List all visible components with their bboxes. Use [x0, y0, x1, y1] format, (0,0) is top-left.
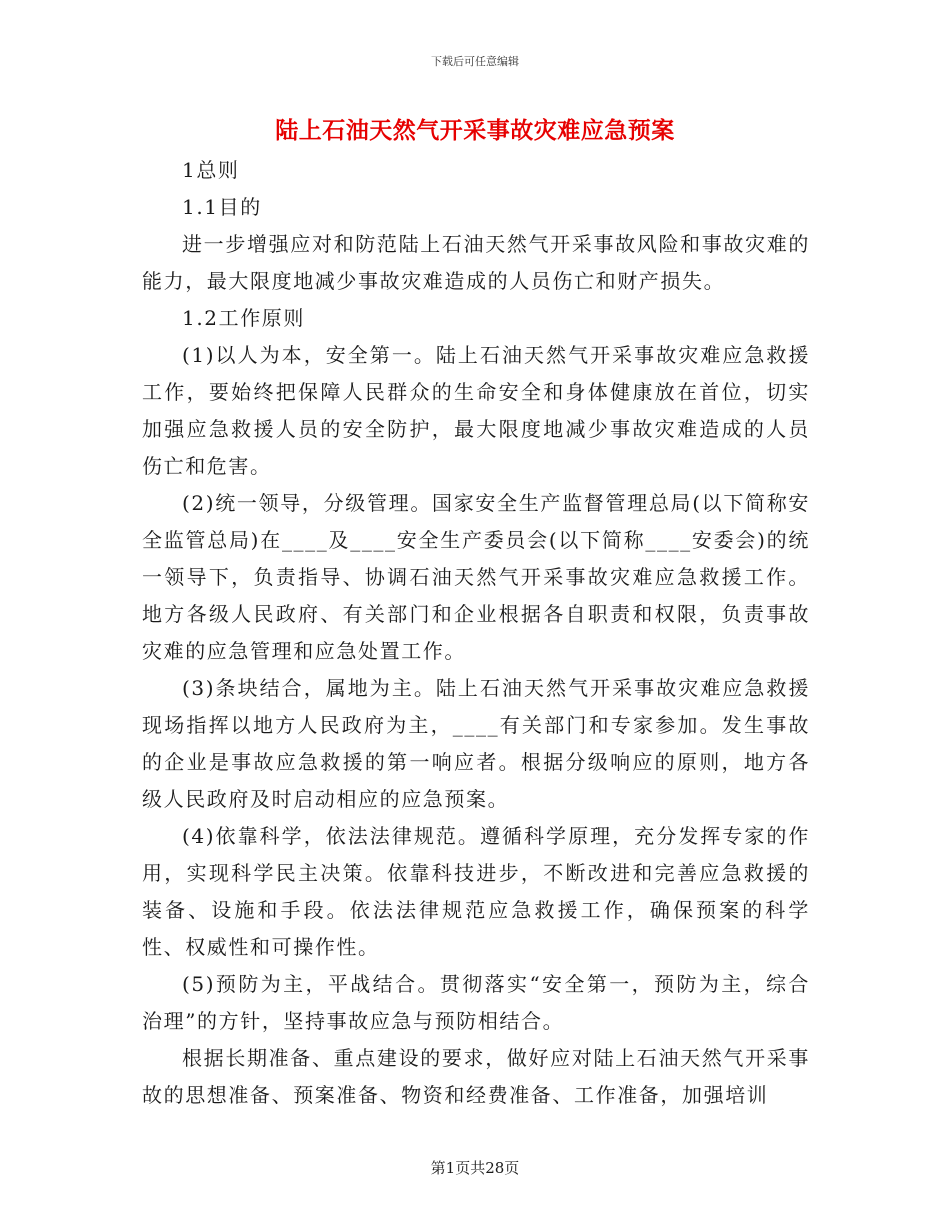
header-note: 下载后可任意编辑 — [431, 55, 519, 68]
page-footer: 第1页共28页 — [430, 1159, 520, 1177]
subsection-heading: 1.2工作原则 — [182, 306, 306, 330]
section-heading: 1总则 — [182, 158, 240, 182]
subsection-heading: 1.1目的 — [182, 195, 262, 219]
body-paragraph: (2)统一领导，分级管理。国家安全生产监督管理总局(以下简称安全监管总局)在____及____安全生产委员会(以下简称____安委会)的统一领导下，负责指导、协调石油天然气开采事故灾难应急救援工作。地方各级人民政府、有关部门和企业根据各自职责和权限，负责事故灾难的应急管理和应急处置工作。 — [142, 491, 810, 663]
document-body — [142, 152, 810, 1114]
body-paragraph: 根据长期准备、重点建设的要求，做好应对陆上石油天然气开采事故的思想准备、预案准备、物资和经费准备、工作准备，加强培训 — [142, 1046, 810, 1107]
document-title: 陆上石油天然气开采事故灾难应急预案 — [275, 117, 675, 144]
body-paragraph: 进一步增强应对和防范陆上石油天然气开采事故风险和事故灾难的能力，最大限度地减少事故灾难造成的人员伤亡和财产损失。 — [142, 232, 810, 293]
body-paragraph: (1)以人为本，安全第一。陆上石油天然气开采事故灾难应急救援工作，要始终把保障人民群众的生命安全和身体健康放在首位，切实加强应急救援人员的安全防护，最大限度地减少事故灾难造成的人员伤亡和危害。 — [142, 343, 810, 478]
body-paragraph: (4)依靠科学，依法法律规范。遵循科学原理，充分发挥专家的作用，实现科学民主决策。依靠科技进步，不断改进和完善应急救援的装备、设施和手段。依法法律规范应急救援工作，确保预案的科学性、权威性和可操作性。 — [142, 824, 810, 959]
body-paragraph: (5)预防为主，平战结合。贯彻落实“安全第一，预防为主，综合治理”的方针，坚持事故应急与预防相结合。 — [142, 972, 810, 1033]
body-paragraph: (3)条块结合，属地为主。陆上石油天然气开采事故灾难应急救援现场指挥以地方人民政府为主，____有关部门和专家参加。发生事故的企业是事故应急救援的第一响应者。根据分级响应的原则，地方各级人民政府及时启动相应的应急预案。 — [142, 676, 810, 811]
